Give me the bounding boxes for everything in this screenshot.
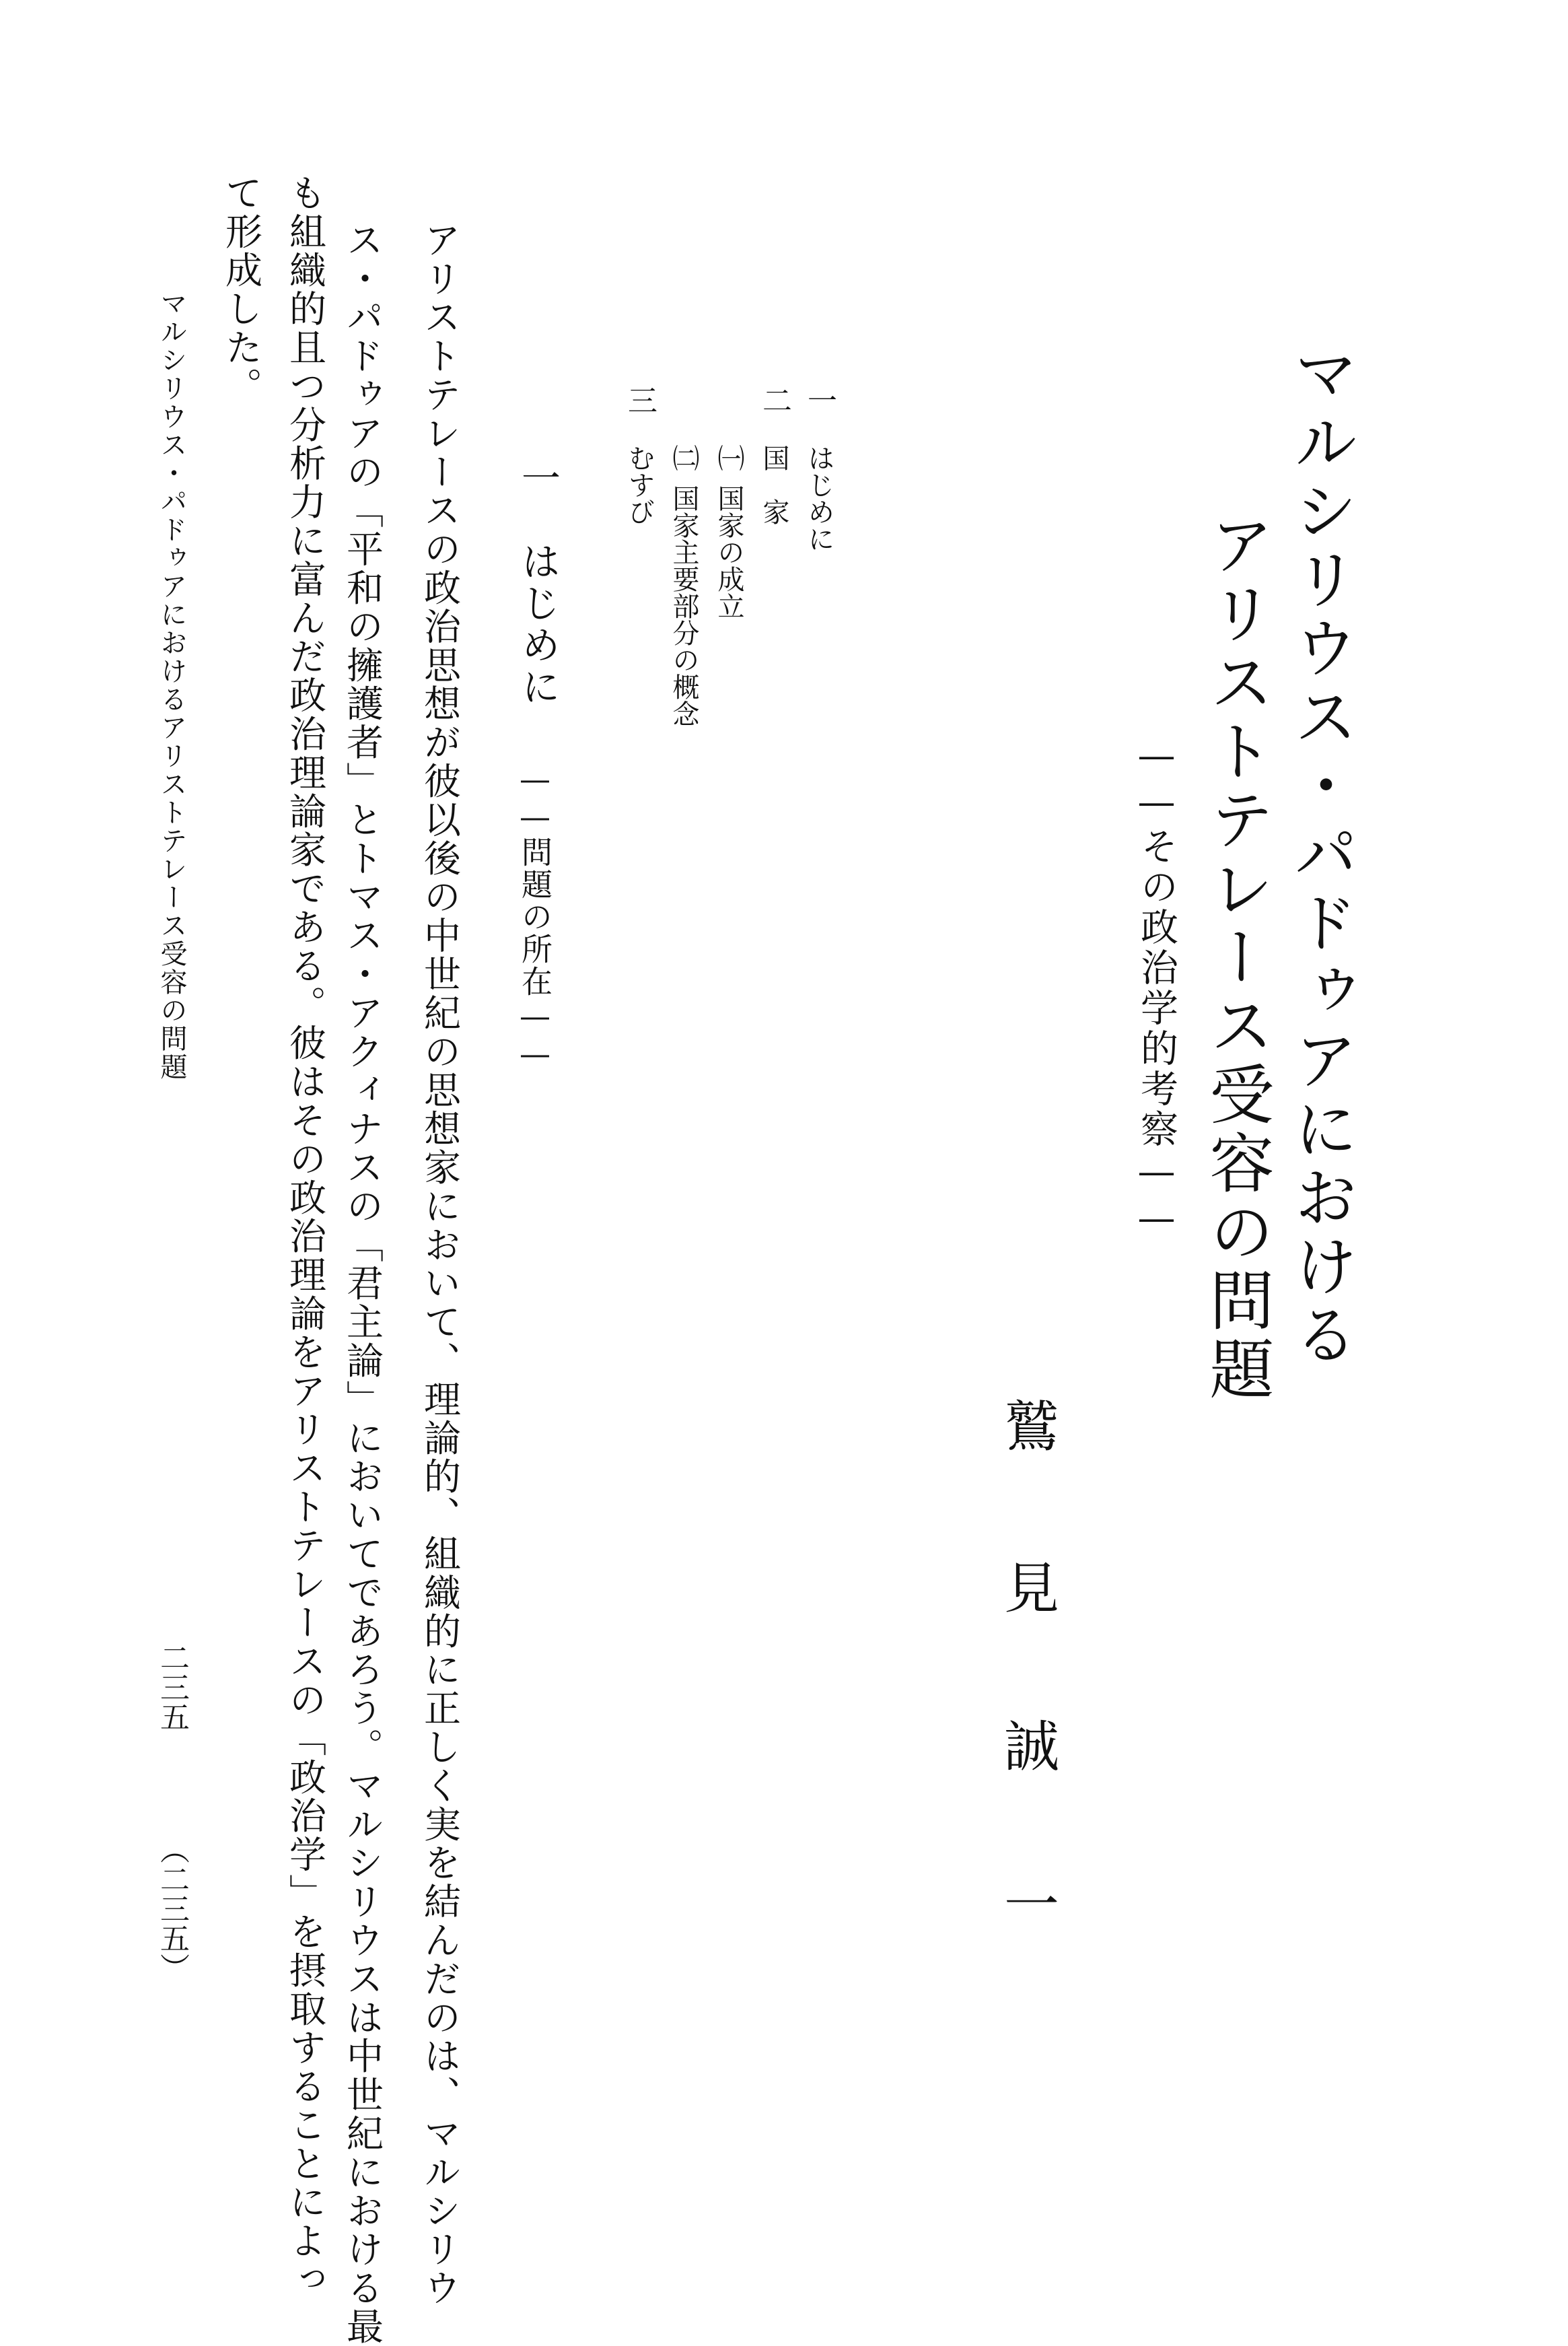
page-number: 二三五 (155, 1643, 189, 1731)
toc-num-4: ㈡ (668, 444, 699, 471)
body-line-2: ス・パドゥアの「平和の擁護者」とトマス・アクィナスの「君主論」においてであろう。マルシリウスは中世紀における最 (341, 221, 384, 2346)
body-line-4: て形成した。 (219, 174, 262, 406)
running-title: マルシリウス・パドゥアにおけるアリストテレース受容の問題 (156, 289, 187, 1081)
author-char-1: 鷲 (1004, 1395, 1060, 1459)
body-line-3: も組織的且つ分析力に富んだ政治理論家である。彼はその政治理論をアリストテレースの「政治学」を摂取することによっ (283, 174, 326, 2299)
body-line-1: アリストテレースの政治思想が彼以後の中世紀の思想家において、理論的、組織的に正しく実を結んだのは、マルシリウ (418, 221, 461, 2308)
author-char-3: 誠 (1004, 1715, 1060, 1779)
author-char-2: 見 (1004, 1557, 1060, 1621)
toc-num-2: 二 (757, 385, 791, 415)
title-line-1: マルシリウス・パドゥアにおける (1283, 340, 1359, 1370)
toc-num-1: 一 (802, 385, 836, 415)
section-subheading: ——問題の所在—— (517, 761, 553, 1073)
toc-label-5: むすび (624, 444, 655, 525)
toc-label-3: 国家の成立 (713, 485, 744, 619)
author-char-4: 一 (1004, 1873, 1060, 1937)
toc-label-4: 国家主要部分の概念 (668, 485, 699, 727)
toc-label-2: 国 家 (758, 444, 789, 525)
toc-num-3: ㈠ (713, 444, 744, 471)
section-heading: 一 はじめに (515, 458, 561, 708)
page-number-paren: （二三五） (155, 1834, 189, 1982)
toc-label-1: はじめに (804, 444, 834, 552)
subtitle: ——その政治学的考察—— (1135, 734, 1178, 1243)
title-line-2: アリストテレース受容の問題 (1199, 512, 1275, 1404)
toc-num-5: 三 (622, 385, 657, 415)
